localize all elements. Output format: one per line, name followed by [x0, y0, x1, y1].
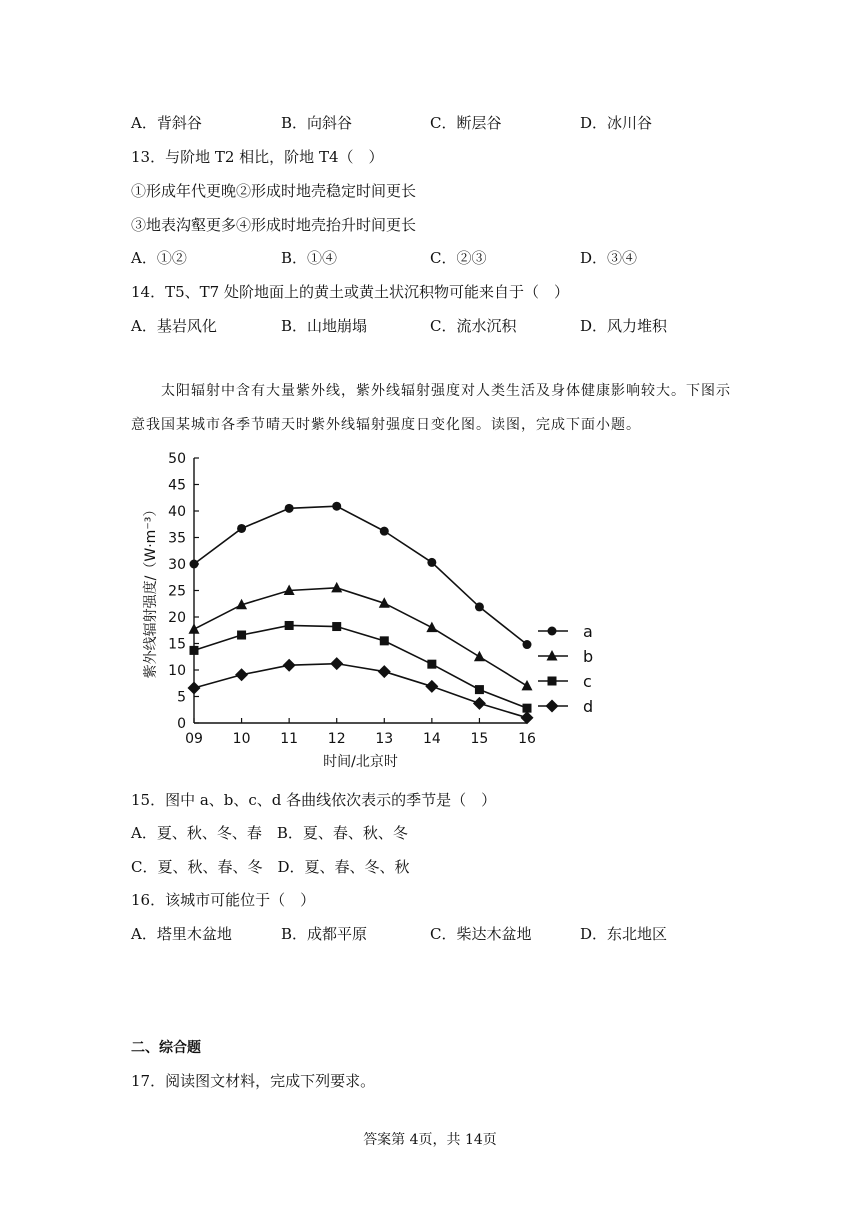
q14-option-b: B．山地崩塌 [281, 317, 368, 335]
legend-label-b: b [583, 647, 594, 666]
data-point-c [475, 685, 484, 694]
data-point-a [475, 602, 484, 611]
q12-option-d: D．冰川谷 [580, 114, 653, 132]
legend-label-d: d [583, 697, 594, 716]
data-point-c [285, 621, 294, 630]
q14-option-d: D．风力堆积 [580, 317, 668, 335]
uv-radiation-chart [130, 448, 610, 778]
legend-marker-a [548, 627, 557, 636]
q16-option-d: D．东北地区 [580, 925, 668, 943]
data-point-d [283, 659, 296, 672]
data-point-c [237, 631, 246, 640]
data-point-d [330, 657, 343, 670]
y-tick-label: 50 [168, 451, 186, 467]
x-tick-label: 12 [327, 731, 346, 747]
q13-option-d: D．③④ [580, 249, 638, 267]
data-point-c [380, 636, 389, 645]
q12-option-c: C．断层谷 [430, 114, 502, 132]
q13-option-b: B．①④ [281, 249, 338, 267]
data-point-b [189, 623, 200, 634]
chart-series [188, 502, 534, 724]
data-point-a [190, 560, 199, 569]
data-point-d [378, 665, 391, 678]
data-point-d [235, 668, 248, 681]
q15-stem: 15．图中 a、b、c、d 各曲线依次表示的季节是（ ） [131, 791, 497, 809]
y-tick-label: 0 [177, 716, 186, 732]
y-tick-label: 5 [177, 689, 186, 706]
legend-marker-c [548, 677, 557, 686]
data-point-b [426, 622, 437, 633]
y-tick-label: 20 [168, 610, 186, 626]
x-tick-label: 15 [470, 731, 489, 747]
x-tick-label: 09 [185, 731, 203, 747]
legend-label-c: c [583, 672, 592, 691]
x-tick-label: 13 [375, 731, 394, 747]
data-point-b [331, 582, 342, 593]
data-point-c [190, 646, 199, 655]
x-tick-label: 16 [518, 731, 536, 747]
q13-stem: 13．与阶地 T2 相比，阶地 T4（ ） [131, 148, 384, 166]
x-tick-label: 11 [280, 731, 299, 747]
legend-label-a: a [583, 622, 593, 641]
data-point-d [473, 697, 486, 710]
y-tick-label: 10 [168, 663, 186, 679]
x-tick-label: 14 [422, 731, 441, 747]
y-tick-label: 25 [168, 583, 186, 600]
q16-stem: 16．该城市可能位于（ ） [131, 891, 316, 909]
data-point-a [380, 527, 389, 536]
q15-options-row-2: C．夏、秋、春、冬 D．夏、春、冬、秋 [131, 858, 410, 876]
data-point-a [332, 502, 341, 511]
y-tick-label: 40 [168, 504, 186, 520]
chart-legend [538, 622, 593, 716]
legend-marker-d [546, 700, 559, 713]
data-point-a [237, 524, 246, 533]
data-point-d [425, 680, 438, 693]
x-tick-label: 10 [232, 731, 251, 747]
q14-option-c: C．流水沉积 [430, 317, 517, 335]
data-point-b [474, 651, 485, 662]
y-tick-label: 15 [168, 636, 186, 653]
data-point-c [332, 622, 341, 631]
q12-option-a: A．背斜谷 [131, 114, 202, 132]
y-tick-label: 45 [168, 477, 186, 494]
q13-option-c: C．②③ [430, 249, 487, 267]
q13-option-a: A．①② [131, 249, 187, 267]
q14-stem: 14．T5、T7 处阶地面上的黄土或黄土状沉积物可能来自于（ ） [131, 283, 569, 301]
section-heading: 二、综合题 [131, 1040, 201, 1056]
data-point-a [427, 558, 436, 567]
q12-option-b: B．向斜谷 [281, 114, 353, 132]
data-point-a [285, 504, 294, 513]
q16-option-c: C．柴达木盆地 [430, 925, 532, 943]
data-point-d [188, 682, 201, 695]
q17-stem: 17．阅读图文材料，完成下列要求。 [131, 1072, 376, 1090]
q15-options-row-1: A．夏、秋、冬、春 B．夏、春、秋、冬 [131, 824, 408, 842]
y-tick-label: 35 [168, 530, 186, 547]
y-axis-title: 紫外线辐射强度/（W·m⁻³） [143, 502, 159, 679]
data-point-c [427, 660, 436, 669]
data-point-a [523, 640, 532, 649]
q16-option-b: B．成都平原 [281, 925, 368, 943]
page-footer: 答案第 4页，共 14页 [363, 1132, 497, 1148]
q16-option-a: A．塔里木盆地 [131, 925, 232, 943]
y-tick-label: 30 [168, 557, 186, 573]
data-point-b [522, 680, 533, 691]
reading-passage: 太阳辐射中含有大量紫外线，紫外线辐射强度对人类生活及身体健康影响较大。下图示意我国某城市各季节晴天时紫外线辐射强度日变化图。读图，完成下面小题。 [131, 383, 731, 433]
data-point-d [521, 711, 534, 724]
x-axis-title: 时间/北京时 [323, 754, 398, 770]
q13-statements-1: ①形成年代更晚②形成时地壳稳定时间更长 [131, 182, 417, 200]
q14-option-a: A．基岩风化 [131, 317, 217, 335]
q13-statements-2: ③地表沟壑更多④形成时地壳抬升时间更长 [131, 216, 417, 234]
